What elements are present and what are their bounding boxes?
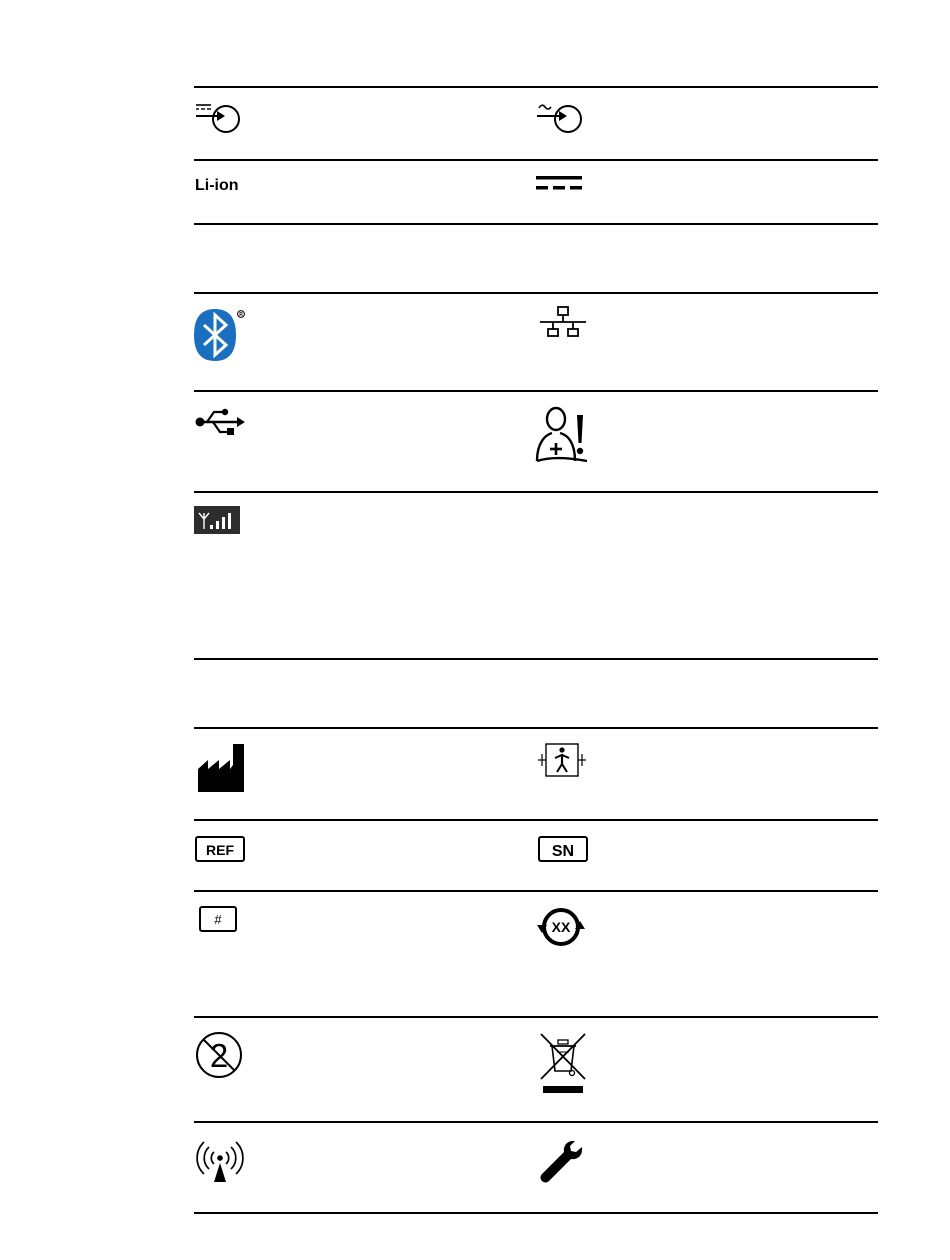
ref-label: REF — [206, 842, 234, 858]
direct-current-icon — [536, 176, 584, 192]
environmental-use-period-label: XX — [551, 919, 571, 935]
table-rule — [194, 159, 878, 161]
network-icon — [540, 306, 588, 340]
model-number-icon — [199, 906, 239, 934]
weee-crossed-bin-icon — [540, 1033, 590, 1095]
table-rule — [194, 890, 878, 892]
environmental-use-period-icon — [536, 905, 588, 951]
bluetooth-icon — [194, 308, 246, 362]
table-rule — [194, 819, 878, 821]
table-rule — [194, 86, 878, 88]
table-rule — [194, 491, 878, 493]
table-rule — [194, 223, 878, 225]
table-rule — [194, 1016, 878, 1018]
patient-alert-icon — [535, 405, 589, 465]
manufacturer-icon — [197, 743, 245, 793]
table-rule — [194, 390, 878, 392]
ac-power-input-icon — [536, 101, 584, 135]
table-rule — [194, 727, 878, 729]
table-rule — [194, 292, 878, 294]
model-number-label: # — [214, 912, 222, 927]
non-ionizing-radiation-icon — [195, 1141, 247, 1183]
table-rule — [194, 1212, 878, 1214]
type-bf-applied-part-icon — [538, 743, 590, 779]
table-rule — [194, 658, 878, 660]
dc-power-input-icon — [195, 101, 243, 135]
sn-label: SN — [551, 843, 575, 860]
serial-number-icon — [538, 836, 590, 864]
svg-text:R: R — [239, 312, 243, 318]
wrench-icon — [538, 1138, 586, 1184]
do-not-reuse-icon — [194, 1031, 246, 1081]
table-rule — [194, 1121, 878, 1123]
usb-icon — [195, 408, 247, 438]
do-not-reuse-label: 2 — [209, 1037, 229, 1074]
reference-number-icon — [195, 836, 247, 864]
signal-strength-icon — [194, 506, 240, 534]
li-ion-label: Li-ion — [195, 177, 239, 194]
